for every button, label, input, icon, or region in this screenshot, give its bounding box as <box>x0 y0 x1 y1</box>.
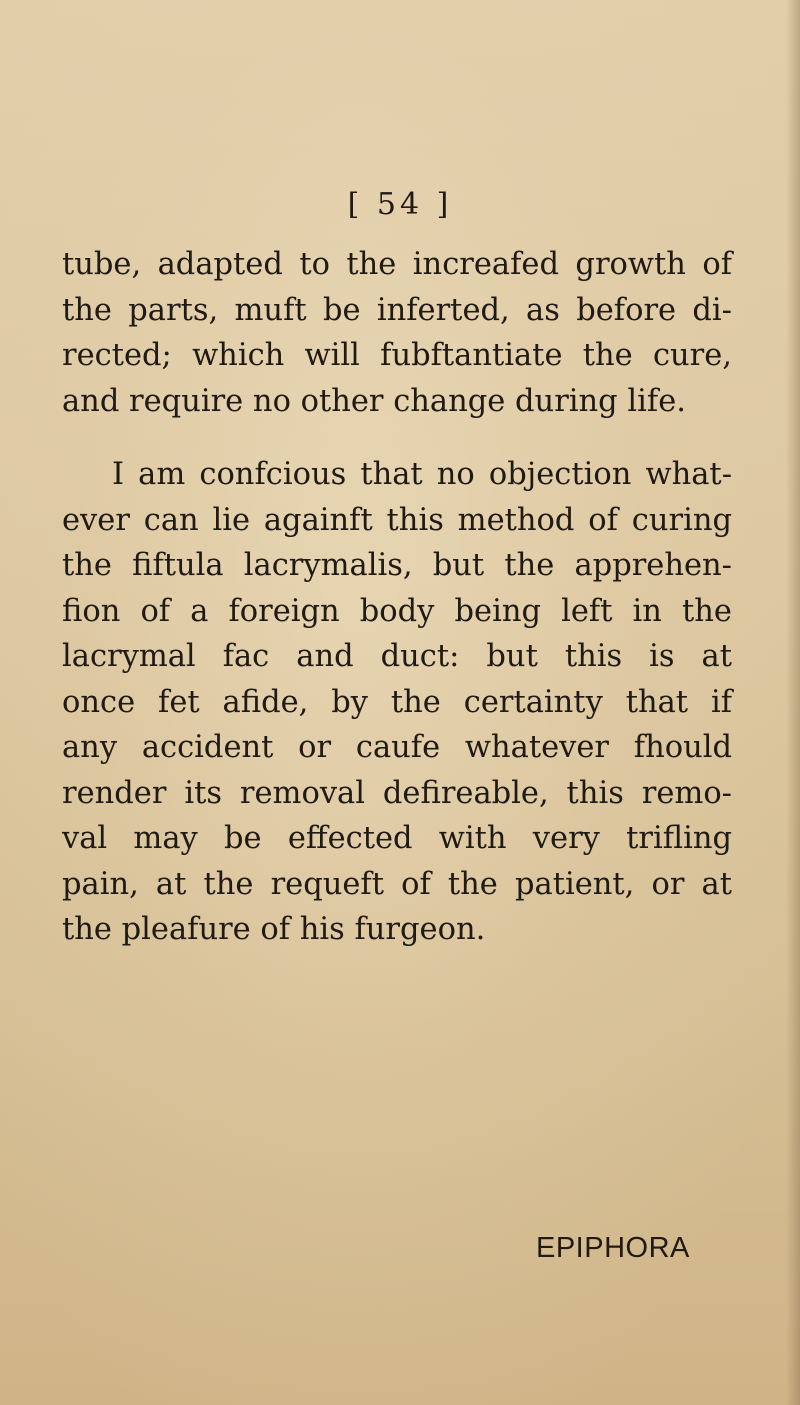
text-line: any accident or caufe whatever fhould <box>62 730 732 765</box>
body-text <box>62 242 732 953</box>
catchword: EPIPHORA <box>536 1232 690 1264</box>
paragraph-1 <box>62 242 732 424</box>
paragraph-2 <box>62 452 732 953</box>
text-line: lacrymal fac and duct: but this is at <box>62 639 732 674</box>
text-line: rected; which will fubftantiate the cure, <box>62 338 732 373</box>
text-line: the pleafure of his furgeon. <box>62 912 486 947</box>
text-line: and require no other change during life. <box>62 383 686 419</box>
text-line: tube, adapted to the increafed growth of <box>62 247 732 282</box>
text-line: the fiftula lacrymalis, but the apprehen- <box>62 548 732 583</box>
page-number: [ 54 ] <box>347 187 453 222</box>
text-line: render its removal defireable, this remo- <box>62 775 732 811</box>
paragraph-gap <box>62 424 732 452</box>
text-line: the parts, muft be inferted, as before di- <box>62 292 732 328</box>
text-line: once fet afide, by the certainty that if <box>62 684 732 720</box>
text-line: val may be effected with very trifling <box>62 821 732 856</box>
text-line: ever can lie againft this method of curing <box>62 502 732 538</box>
text-line: I am confcious that no objection what- <box>112 457 732 492</box>
text-line: pain, at the requeft of the patient, or at <box>62 866 732 902</box>
text-line: fion of a foreign body being left in the <box>62 593 732 629</box>
